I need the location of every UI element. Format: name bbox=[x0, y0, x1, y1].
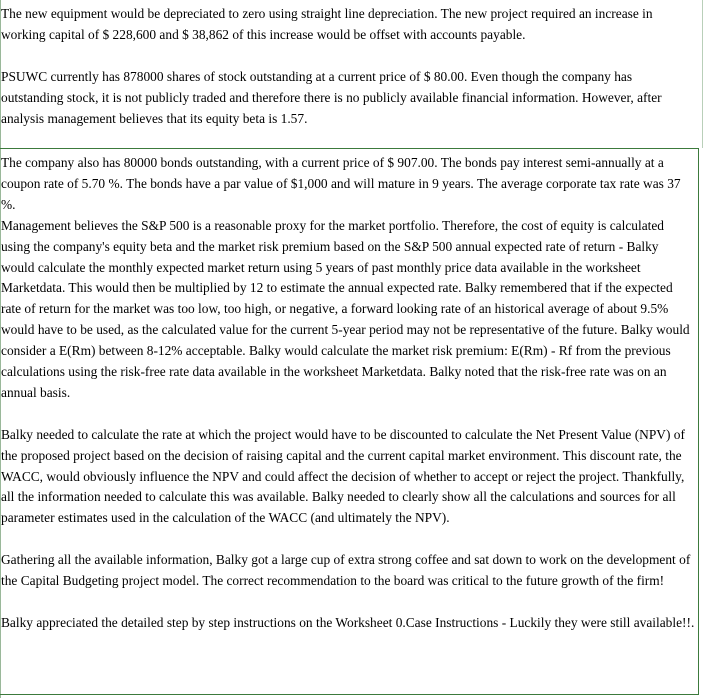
boxed-text-block bbox=[1, 153, 695, 634]
paragraph-coffee: Gathering all the available information, Balky got a large cup of extra strong coffee and sat down to work on the development of the Capital Budgeting project model. The correct recommendation to the board was critical to the future growth of the firm! bbox=[1, 552, 691, 589]
paragraph-wacc: Balky needed to calculate the rate at which the project would have to be discounted to calculate the Net Present Value (NPV) of the proposed project based on the decision of raising capital and the current capital market environment. This discount rate, the WACC, would obviously influence the NPV and could affect the decision of whether to accept or reject the project. Thankfully, all the information needed to calculate this was available. Balky needed to clearly show all the calculations and sources for all parameter estimates used in the calculation of the WACC (and ultimately the NPV). bbox=[1, 426, 685, 526]
paragraph-bonds: The company also has 80000 bonds outstanding, with a current price of $ 907.00. The bonds pay interest semi-annually at a coupon rate of 5.70 %. The bonds have a par value of $1,000 and will mature in 9 years. The average corporate tax rate was 37 %. bbox=[1, 155, 681, 212]
paragraph-stock: PSUWC currently has 878000 shares of stock outstanding at a current price of $ 80.00. Even though the company has outstanding stock, it is not publicly traded and therefore there is no publicly available financial information. However, after analysis management believes that its equity beta is 1.57. bbox=[1, 68, 662, 126]
paragraph-gap bbox=[1, 592, 695, 613]
selected-cell-box[interactable] bbox=[0, 148, 699, 695]
paragraph-instructions: Balky appreciated the detailed step by step instructions on the Worksheet 0.Case Instructions - Luckily they were still available!!. bbox=[1, 614, 695, 630]
top-text-block bbox=[0, 4, 697, 129]
paragraph-gap bbox=[1, 529, 695, 550]
paragraph-depreciation: The new equipment would be depreciated to zero using straight line depreciation. The new project required an increase in working capital of $ 228,600 and $ 38,862 of this increase would be offset with accounts payable. bbox=[1, 6, 653, 42]
paragraph-market-portfolio: Management believes the S&P 500 is a reasonable proxy for the market portfolio. Therefore, the cost of equity is calculated using the company's equity beta and the market risk premium based on the S&P 500 annual expected rate of return - Balky would calculate the monthly expected market return using 5 years of past monthly price data available in the worksheet Marketdata. This would then be multiplied by 12 to estimate the annual expected rate. Balky remembered that if the expected rate of return for the market was too low, too high, or negative, a forward looking rate of an historical average of about 9.5% would have to be used, as the calculated value for the current 5-year period may not be representative of the future. Balky would consider a E(Rm) between 8-12% acceptable. Balky would calculate the market risk premium: E(Rm) - Rf from the previous calculations using the risk-free rate data available in the worksheet Marketdata. Balky noted that the risk-free rate was on an annual basis. bbox=[1, 217, 690, 400]
paragraph-gap bbox=[1, 404, 695, 425]
paragraph-gap bbox=[1, 46, 697, 67]
